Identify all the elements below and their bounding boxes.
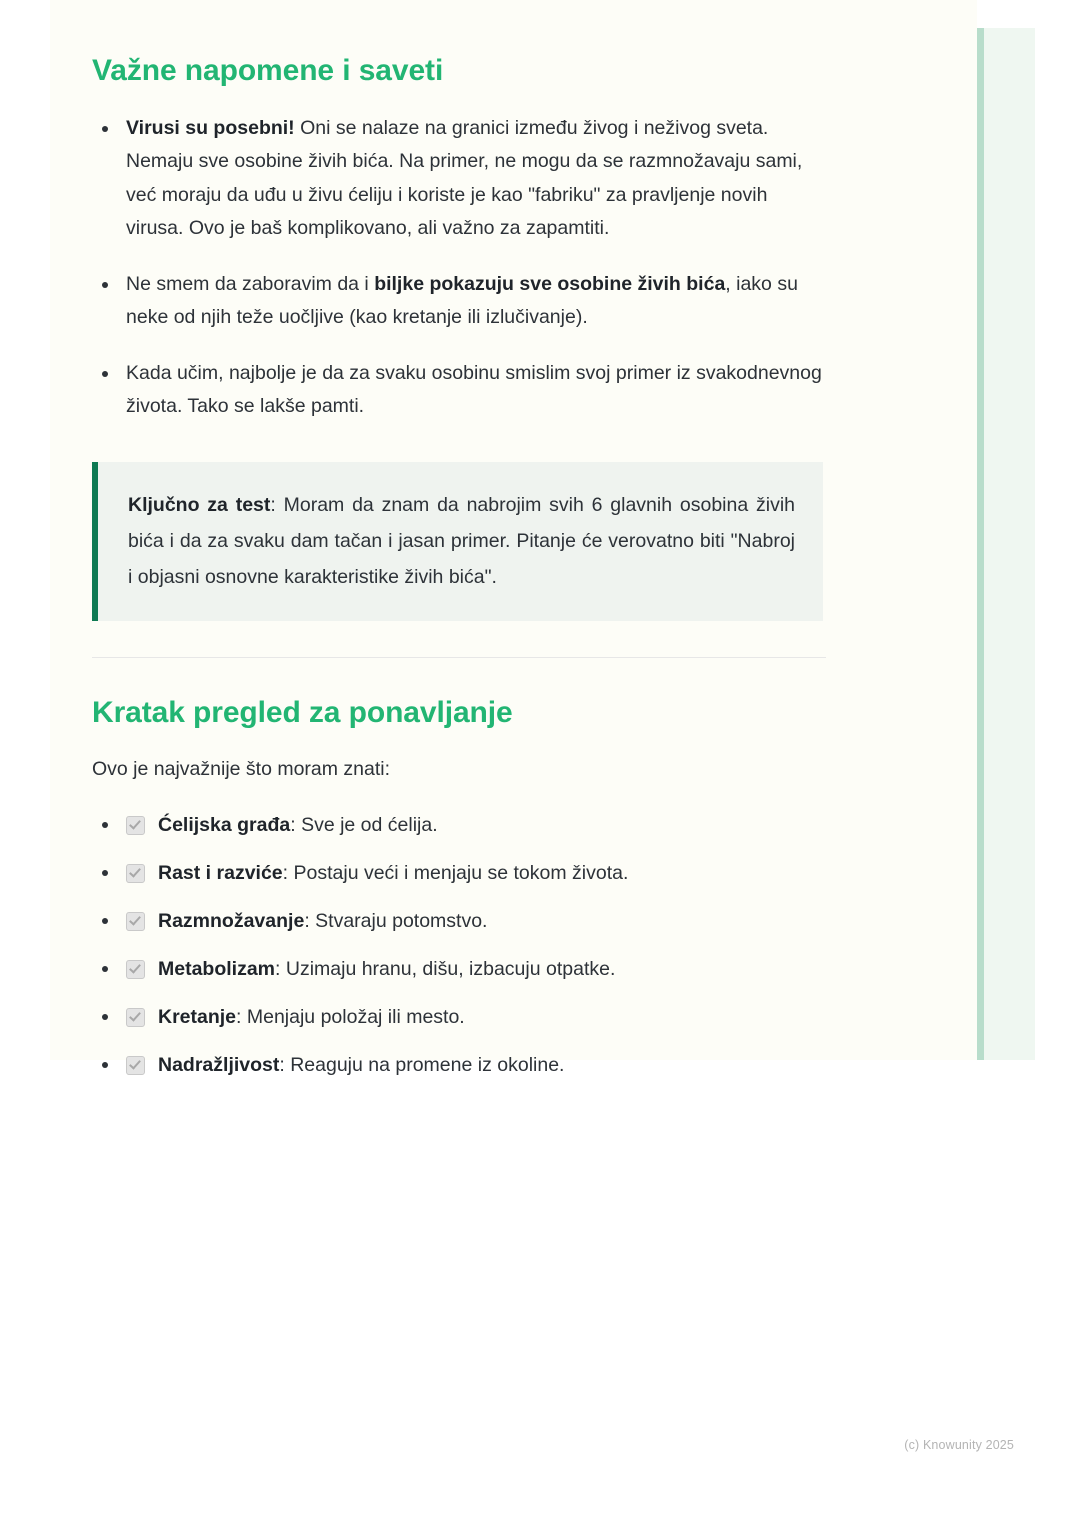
- checkbox-checked-icon[interactable]: [126, 912, 145, 931]
- checklist-desc: : Postaju veći i menjaju se tokom života.: [282, 862, 629, 884]
- checkbox-checked-icon[interactable]: [126, 1008, 145, 1027]
- section-divider: [92, 657, 826, 658]
- checklist-item-text: [158, 955, 615, 983]
- callout-paragraph: [128, 487, 795, 595]
- review-checklist: [92, 811, 828, 1079]
- list-item: [92, 859, 828, 887]
- checklist-item-text: [158, 1051, 564, 1079]
- list-item: [92, 955, 828, 983]
- section-heading-notes: Važne napomene i saveti: [92, 54, 444, 87]
- checklist-item-text: [158, 1003, 465, 1031]
- list-item: [92, 811, 828, 839]
- list-item: [92, 268, 828, 335]
- list-item: [92, 357, 828, 424]
- list-item: [92, 112, 828, 246]
- section-heading-review: Kratak pregled za ponavljanje: [92, 695, 513, 729]
- key-for-test-callout: [92, 462, 823, 621]
- review-lead-text: Ovo je najvažnije što moram znati:: [92, 758, 391, 780]
- checklist-term: Metabolizam: [158, 958, 276, 980]
- checkbox-checked-icon[interactable]: [126, 960, 145, 979]
- checklist-term: Rast i razviće: [158, 862, 283, 884]
- section-heading-wrap: [92, 694, 828, 732]
- checklist-term: Razmnožavanje: [158, 910, 305, 932]
- checklist-item-text: [158, 907, 487, 935]
- checklist-desc: : Sve je od ćelija.: [290, 814, 438, 836]
- checklist-item-text: [158, 859, 628, 887]
- checklist-term: Kretanje: [158, 1006, 237, 1028]
- list-item: [92, 1003, 828, 1031]
- note-lead-text: Virusi su posebni!: [126, 116, 295, 139]
- accent-rail: [977, 28, 984, 1060]
- checkbox-checked-icon[interactable]: [126, 816, 145, 835]
- callout-label: Ključno za test: [128, 493, 271, 516]
- checklist-desc: : Stvaraju potomstvo.: [304, 910, 488, 932]
- checklist-term: Nadražljivost: [158, 1054, 280, 1076]
- note-pre-text: Ne smem da zaboravim da i: [126, 272, 375, 295]
- checkbox-checked-icon[interactable]: [126, 864, 145, 883]
- checklist-desc: : Uzimaju hranu, dišu, izbacuju otpatke.: [275, 958, 616, 980]
- list-item: [92, 1051, 828, 1079]
- list-item: [92, 907, 828, 935]
- side-panel: [984, 28, 1035, 1060]
- checklist-item-text: [158, 811, 438, 839]
- note-plain-text: Kada učim, najbolje je da za svaku osobinu smislim svoj primer iz svakodnevnog života. Tako se lakše pamti.: [126, 361, 822, 417]
- checklist-desc: : Menjaju položaj ili mesto.: [236, 1006, 465, 1028]
- checkbox-checked-icon[interactable]: [126, 1056, 145, 1075]
- note-body-text: Oni se nalaze na granici između živog i neživog sveta. Nemaju sve osobine živih bića. Na primer, ne mogu da se razmnožavaju sami, već moraju da uđu u živu ćeliju i koriste je kao "fabriku" za pravljenje novih virusa. Ovo je baš komplikovano, ali važno za zapamtiti.: [126, 116, 803, 239]
- footer-copyright: (c) Knowunity 2025: [904, 1438, 1014, 1452]
- checklist-term: Ćelijska građa: [158, 814, 291, 836]
- article-body: [92, 0, 828, 1079]
- note-post-text: , iako su neke od njih teže uočljive (kao kretanje ili izlučivanje).: [126, 272, 798, 328]
- callout-text: : Moram da znam da nabrojim svih 6 glavnih osobina živih bića i da za svaku dam tačan i jasan primer. Pitanje će verovatno biti "Nabroj i objasni osnovne karakteristike živih bića".: [128, 493, 796, 588]
- note-bold-text: biljke pokazuju sve osobine živih bića: [374, 272, 726, 295]
- notes-bullet-list: [92, 112, 828, 424]
- checklist-desc: : Reaguju na promene iz okoline.: [279, 1054, 565, 1076]
